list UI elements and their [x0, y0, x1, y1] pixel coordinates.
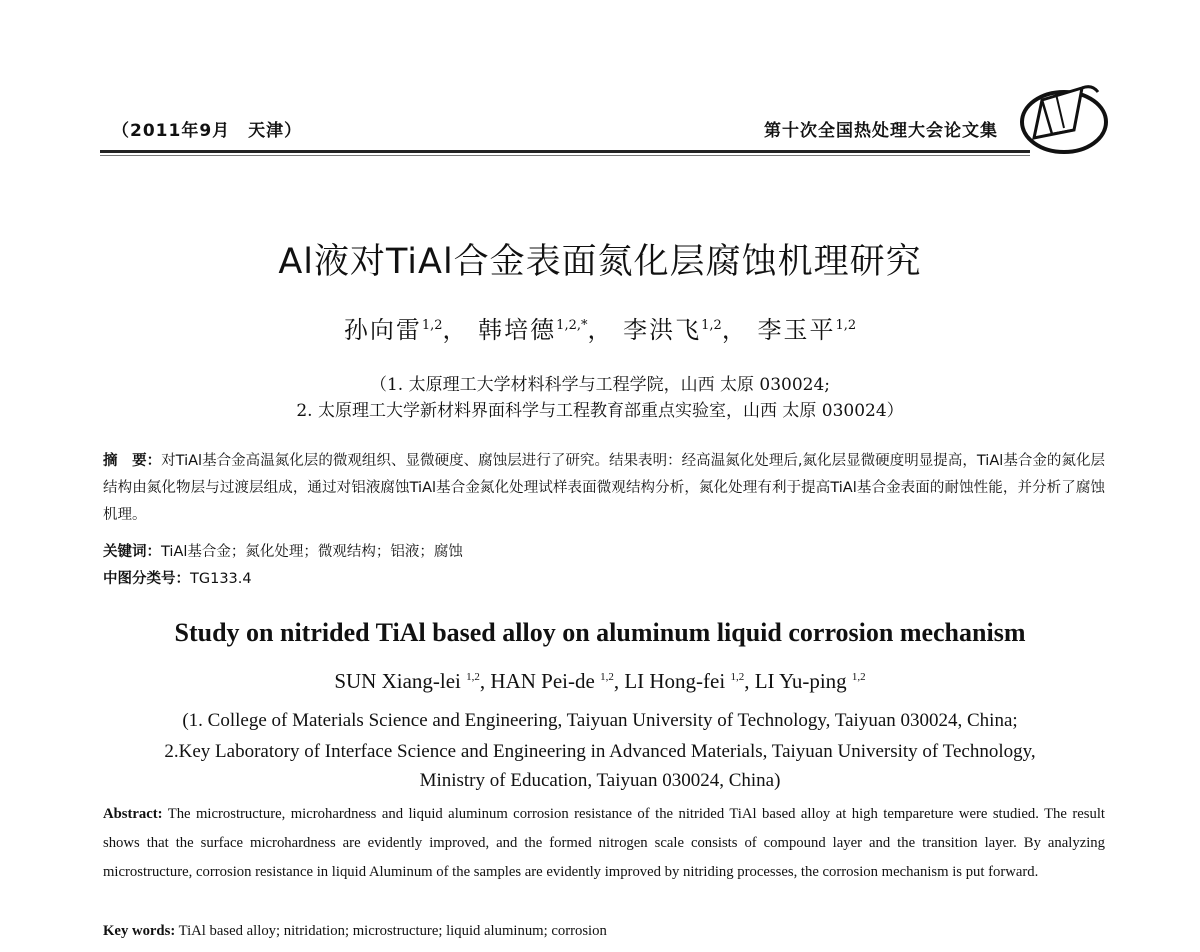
chinese-keywords-label: 关键词： [103, 544, 161, 560]
english-keywords [103, 923, 607, 940]
chinese-affiliation-2: 2. 太原理工大学新材料界面科学与工程教育部重点实验室，山西 太原 030024） [296, 401, 904, 421]
classification-code: TG133.4 [190, 571, 252, 587]
english-keywords-text: TiAl based alloy; nitridation; microstructure; liquid aluminum; corrosion [175, 923, 607, 939]
english-affiliation-3: Ministry of Education, Taiyuan 030024, China) [419, 770, 781, 791]
chinese-abstract [103, 448, 1105, 529]
english-abstract-label: Abstract: [103, 806, 163, 822]
author-affiliation-sup: 1,2,* [556, 318, 588, 333]
author-name: SUN Xiang-lei [334, 669, 467, 693]
chinese-keywords-text: TiAl基合金；氮化处理；微观结构；铝液；腐蚀 [161, 544, 463, 560]
author-affiliation-sup: 1,2 [835, 318, 857, 333]
header-date-location: （2011年9月 天津） [112, 121, 303, 141]
author-name: 孙向雷 [343, 316, 422, 344]
author-name: 韩培德 [478, 316, 557, 344]
chinese-classification [103, 567, 252, 588]
chinese-keywords [103, 540, 463, 561]
author-name: LI Hong-fei [624, 669, 731, 693]
chinese-authors: 孙向雷$^{1,2}$， 韩培德$^{1,2,*}$， 李洪飞$^{1,2}$， 李玉平$^{1,2}$ [343, 316, 857, 344]
author-name: HAN Pei-de [490, 669, 601, 693]
author-affiliation-sup: 1,2 [730, 671, 745, 683]
english-title: Study on nitrided TiAl based alloy on aluminum liquid corrosion mechanism [174, 618, 1026, 647]
english-authors: SUN Xiang-lei $^{1,2}$, HAN Pei-de $^{1,2}$, LI Hong-fei $^{1,2}$, LI Yu-ping $^{1,2}$ [334, 669, 866, 693]
english-affiliation-2: 2.Key Laboratory of Interface Science and Engineering in Advanced Materials, Taiyuan University of Technology, [164, 741, 1036, 762]
chinese-abstract-label: 摘 要： [103, 453, 162, 469]
english-keywords-label: Key words: [103, 923, 176, 939]
classification-label: 中图分类号： [103, 571, 190, 587]
english-affiliation-1: (1. College of Materials Science and Engineering, Taiyuan University of Technology, Taiyuan 030024, China; [182, 710, 1018, 731]
author-affiliation-sup: 1,2 [466, 671, 480, 683]
author-name: LI Yu-ping [754, 669, 852, 693]
author-affiliation-sup: 1,2 [600, 671, 614, 683]
english-abstract [103, 800, 1105, 887]
english-abstract-text: The microstructure, microhardness and liquid aluminum corrosion resistance of the nitrided TiAl based alloy at high tempareture were studied. The result shows that the surface microhardness are evidently improved, and the formed nitrogen scale consists of compound layer and the transition layer. By analyzing microstructure, corrosion resistance in liquid Aluminum of the samples are evidently improved by nitriding processes, the corrosion mechanism is put forward. [103, 806, 1105, 880]
header-proceedings-title: 第十次全国热处理大会论文集 [764, 121, 998, 141]
header-rule [100, 150, 1030, 153]
author-affiliation-sup: 1,2 [851, 671, 866, 683]
book-logo-icon [1012, 78, 1110, 156]
chinese-affiliation-1: （1. 太原理工大学材料科学与工程学院，山西 太原 030024; [369, 375, 831, 395]
author-affiliation-sup: 1,2 [701, 318, 722, 333]
header-rule-thin [100, 155, 1030, 156]
chinese-title: Al液对TiAl合金表面氮化层腐蚀机理研究 [278, 242, 922, 282]
author-name: 李玉平 [757, 316, 836, 344]
author-affiliation-sup: 1,2 [421, 318, 443, 333]
author-name: 李洪飞 [623, 316, 702, 344]
chinese-abstract-text: 对TiAl基合金高温氮化层的微观组织、显微硬度、腐蚀层进行了研究。结果表明：经高温氮化处理后,氮化层显微硬度明显提高，TiAl基合金的氮化层结构由氮化物层与过渡层组成，通过对铝液腐蚀TiAl基合金氮化处理试样表面微观结构分析，氮化处理有利于提高TiAl基合金表面的耐蚀性能，并分析了腐蚀机理。 [103, 453, 1106, 523]
